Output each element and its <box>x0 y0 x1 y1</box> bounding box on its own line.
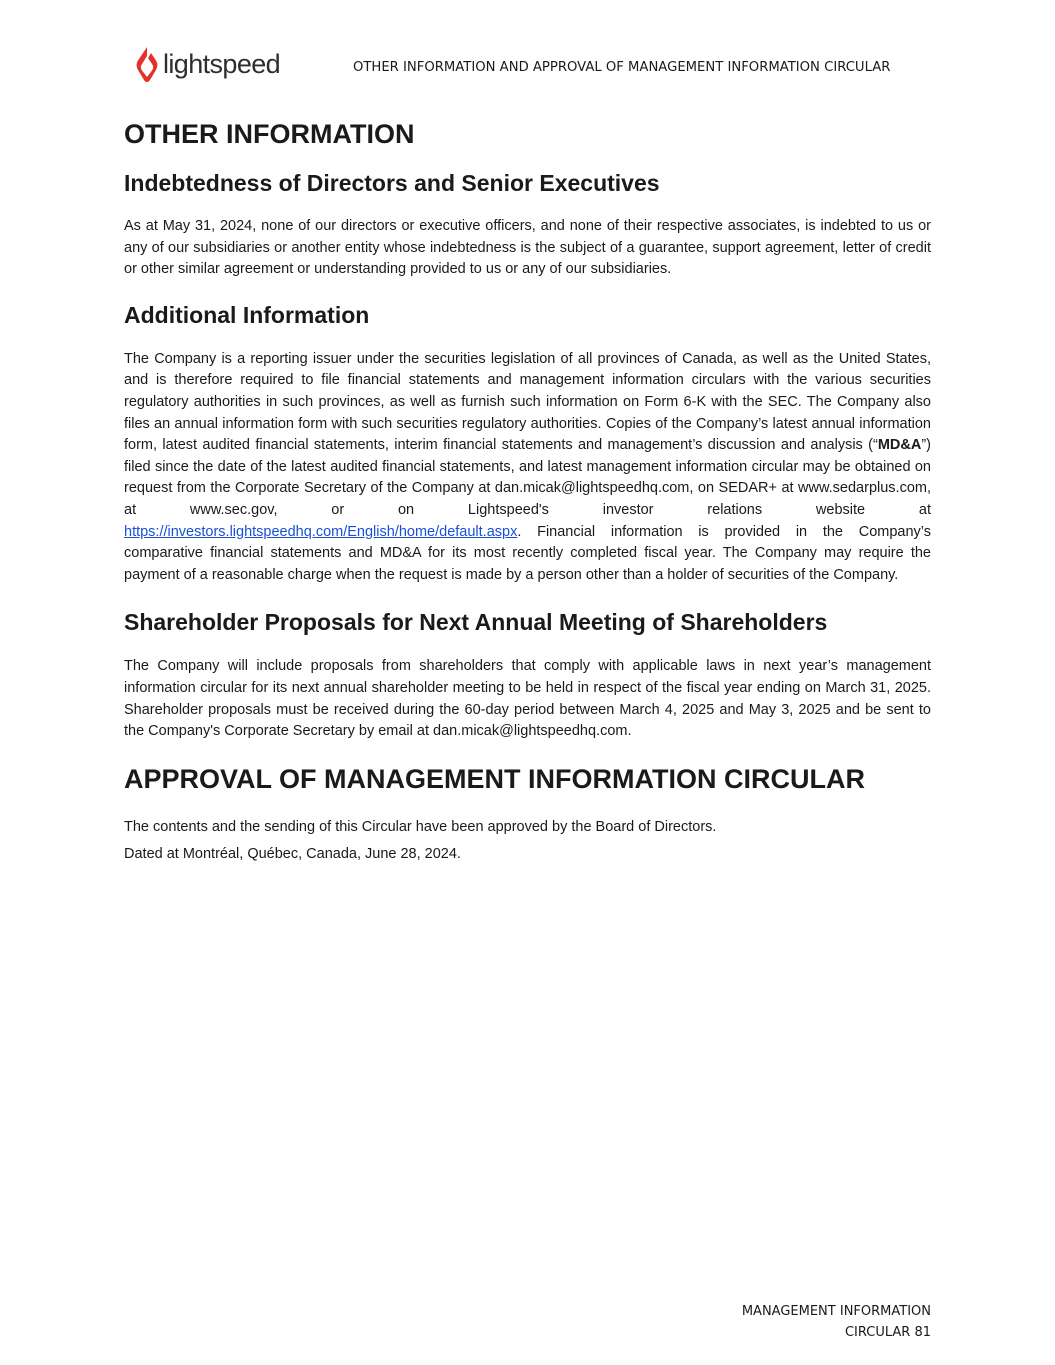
page-header <box>0 0 1055 100</box>
footer-line-1: MANAGEMENT INFORMATION <box>741 1304 931 1319</box>
text-segment: . Financial information is provided in the Company’s comparative financial statements and MD&A for its most recently completed fiscal year. The Company may require the payment of a reasonable charge when the request is made by a person other than a holder of securities of the Company. <box>124 523 931 583</box>
running-header-title: OTHER INFORMATION AND APPROVAL OF MANAGEMENT INFORMATION CIRCULAR <box>353 60 891 75</box>
lightspeed-logo[interactable] <box>135 46 280 82</box>
text-segment: ”) filed since the date of the latest audited financial statements, and latest management information circular may be obtained on request from the Corporate Secretary of the Company at dan.micak@lightspeedhq.com, on SEDAR+ at www.sedarplus.com, at www.sec.gov, or on Lightspeed's investor relations website at <box>124 437 931 518</box>
section-title-approval: APPROVAL OF MANAGEMENT INFORMATION CIRCULAR <box>124 763 865 794</box>
investor-relations-link[interactable]: https://investors.lightspeedhq.com/English/home/default.aspx <box>124 523 518 540</box>
heading-additional-information: Additional Information <box>124 301 370 328</box>
paragraph-indebtedness: As at May 31, 2024, none of our directors or executive officers, and none of their respective associates, is indebted to us or any of our subsidiaries or another entity whose indebtedness is the subject of a guarantee, support agreement, letter of credit or other similar agreement or understanding provided to us or any of our subsidiaries. <box>124 218 931 278</box>
footer-page-number: CIRCULAR 81 <box>844 1325 931 1340</box>
paragraph-additional-information <box>124 349 931 587</box>
document-body <box>124 114 931 866</box>
heading-indebtedness: Indebtedness of Directors and Senior Executives <box>124 170 660 196</box>
page-footer <box>742 1301 931 1343</box>
bold-term-mda: MD&A <box>877 437 922 454</box>
heading-shareholder-proposals: Shareholder Proposals for Next Annual Meeting of Shareholders <box>124 609 828 636</box>
logo-wordmark: lightspeed <box>163 48 281 79</box>
paragraph-shareholder-proposals: The Company will include proposals from shareholders that comply with applicable laws in next year’s management information circular for its next annual shareholder meeting to be held in respect of the fiscal year ending on March 31, 2025. Shareholder proposals must be received during the 60-day period between March 4, 2025 and May 3, 2025 and be sent to the Company's Corporate Secretary by email at dan.micak@lightspeedhq.com. <box>124 658 931 740</box>
flame-icon <box>135 46 159 82</box>
paragraph-dated: Dated at Montréal, Québec, Canada, June 28, 2024. <box>124 846 461 863</box>
text-segment: The Company is a reporting issuer under the securities legislation of all provinces of Canada, as well as the United States, and is therefore required to file financial statements and management information circulars with the various securities regulatory authorities in such provinces, as well as furnish such information on Form 6-K with the SEC. The Company also files an annual information form with such securities regulatory authorities. Copies of the Company’s latest annual information form, latest audited financial statements, interim financial statements and management’s discussion and analysis (“ <box>124 350 931 454</box>
paragraph-approval: The contents and the sending of this Circular have been approved by the Board of Directors. <box>124 818 717 835</box>
section-title-other-information: OTHER INFORMATION <box>124 119 415 149</box>
